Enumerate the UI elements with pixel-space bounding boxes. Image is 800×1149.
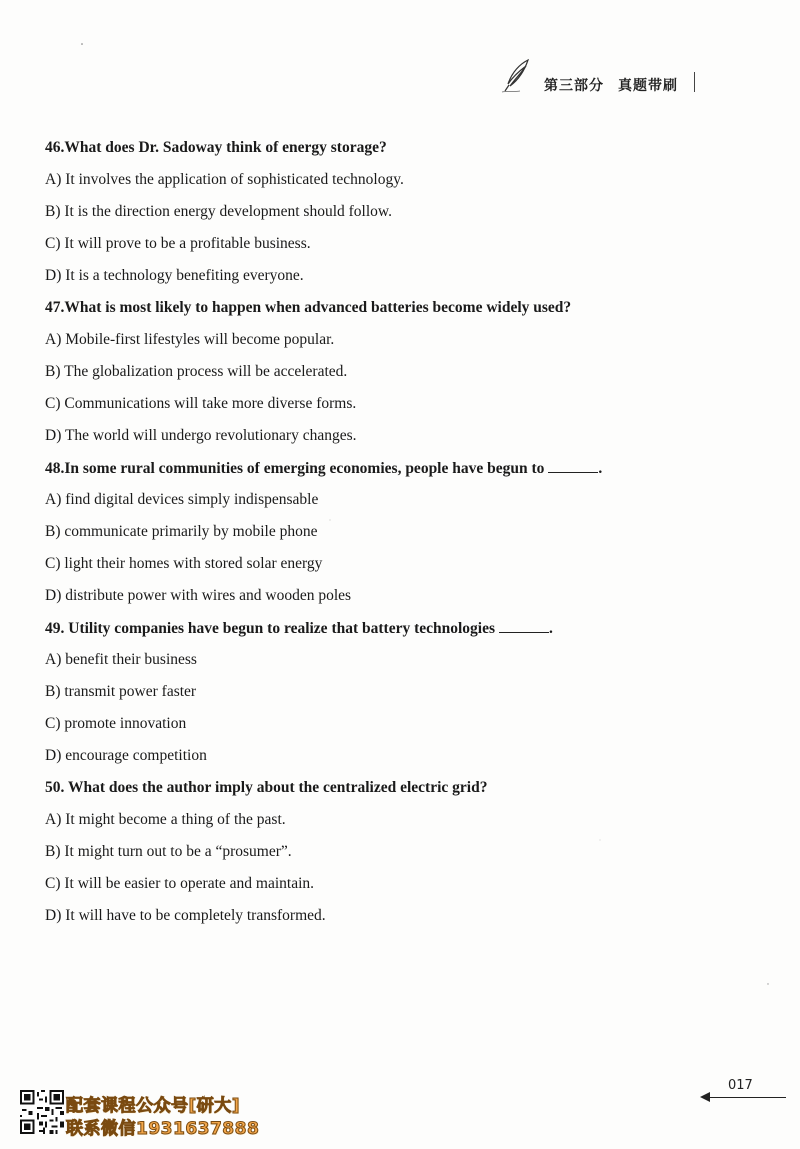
question-47: [45, 296, 765, 328]
answer-blank: [548, 456, 598, 473]
question-number: 50.: [45, 779, 68, 796]
question-block-48: [45, 456, 765, 616]
page-number: 017: [728, 1078, 753, 1093]
option-48-b: B) communicate primarily by mobile phone: [45, 523, 318, 540]
page-footer: [700, 1075, 786, 1103]
page-header: [500, 58, 710, 98]
question-number: 49.: [45, 620, 69, 637]
option-47-a: A) Mobile-first lifestyles will become popular.: [45, 331, 335, 348]
option-46-c: C) It will prove to be a profitable business.: [45, 235, 311, 252]
header-divider: [694, 72, 695, 92]
option-50-b: B) It might turn out to be a “prosumer”.: [45, 843, 292, 860]
option-47-d: D) The world will undergo revolutionary changes.: [45, 427, 357, 444]
question-46: [45, 136, 765, 168]
question-number: 48.: [45, 460, 65, 477]
question-number: 47.: [45, 299, 65, 316]
question-text: What does the author imply about the centralized electric grid?: [67, 779, 488, 796]
header-label: [544, 75, 678, 95]
promo-line-2: 联系微信1931637888: [66, 1119, 260, 1139]
question-48: 48.In some rural communities of emerging economies, people have begun to .: [45, 456, 765, 488]
question-number: 46.: [45, 139, 65, 156]
option-47-b: B) The globalization process will be accelerated.: [45, 363, 348, 380]
question-list: [45, 136, 765, 936]
option-50-d: D) It will have to be completely transformed.: [45, 907, 326, 924]
promo-watermark: [20, 1090, 320, 1140]
answer-blank: [499, 616, 549, 633]
option-47-c: C) Communications will take more diverse forms.: [45, 395, 357, 412]
question-text: What does Dr. Sadoway think of energy storage?: [64, 139, 387, 156]
option-49-c: C) promote innovation: [45, 715, 187, 732]
option-48-a: A) find digital devices simply indispensable: [45, 491, 319, 508]
page-arrow-icon: [700, 1092, 710, 1102]
option-50-a: A) It might become a thing of the past.: [45, 811, 286, 828]
option-48-c: C) light their homes with stored solar energy: [45, 555, 323, 572]
question-49: 49. Utility companies have begun to realize that battery technologies .: [45, 616, 765, 648]
option-49-b: B) transmit power faster: [45, 683, 197, 700]
qr-code-icon: [20, 1090, 64, 1134]
option-49-d: D) encourage competition: [45, 747, 207, 764]
option-46-b: B) It is the direction energy development should follow.: [45, 203, 392, 220]
question-text: What is most likely to happen when advanced batteries become widely used?: [64, 299, 572, 316]
quill-icon: [500, 58, 534, 94]
question-block-46: [45, 136, 765, 296]
header-section: 第三部分: [544, 78, 604, 94]
header-title: 真题带刷: [618, 78, 678, 94]
option-49-a: A) benefit their business: [45, 651, 197, 668]
question-text: In some rural communities of emerging economies, people have begun to: [64, 460, 545, 477]
question-block-47: [45, 296, 765, 456]
question-50: [45, 776, 765, 808]
option-46-a: A) It involves the application of sophisticated technology.: [45, 171, 404, 188]
option-50-c: C) It will be easier to operate and maintain.: [45, 875, 315, 892]
question-block-49: [45, 616, 765, 776]
option-46-d: D) It is a technology benefiting everyone.: [45, 267, 304, 284]
footer-rule: [710, 1097, 786, 1098]
question-block-50: [45, 776, 765, 936]
option-48-d: D) distribute power with wires and wooden poles: [45, 587, 352, 604]
promo-line-1: 配套课程公众号[研大]: [66, 1096, 241, 1116]
question-text: Utility companies have begun to realize that battery technologies: [68, 620, 496, 637]
